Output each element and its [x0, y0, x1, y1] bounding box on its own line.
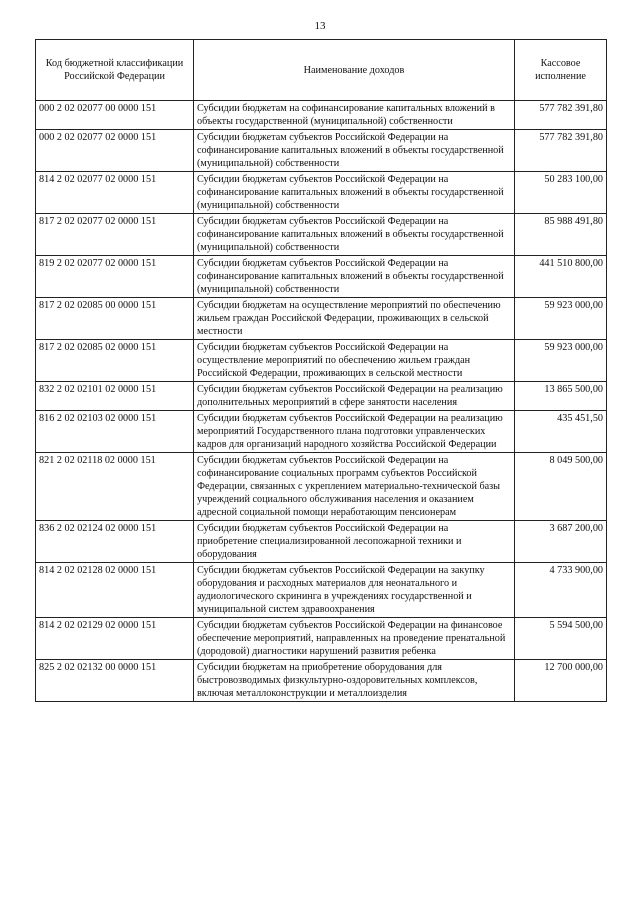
table-row	[36, 101, 607, 130]
row-name: Субсидии бюджетам субъектов Российской Федерации на софинансирование капитальных вложений в объекты государственной (муниципальной) собственности	[194, 130, 515, 172]
row-amount: 441 510 800,00	[515, 256, 607, 298]
row-amount: 59 923 000,00	[515, 298, 607, 340]
row-amount: 577 782 391,80	[515, 101, 607, 130]
row-amount: 5 594 500,00	[515, 618, 607, 660]
row-amount: 12 700 000,00	[515, 660, 607, 702]
table-row	[36, 453, 607, 521]
row-code: 814 2 02 02129 02 0000 151	[36, 618, 194, 660]
table-row	[36, 382, 607, 411]
table-row	[36, 256, 607, 298]
row-code: 000 2 02 02077 02 0000 151	[36, 130, 194, 172]
row-amount: 435 451,50	[515, 411, 607, 453]
row-code: 816 2 02 02103 02 0000 151	[36, 411, 194, 453]
row-name: Субсидии бюджетам субъектов Российской Федерации на софинансирование капитальных вложений в объекты государственной (муниципальной) собственности	[194, 172, 515, 214]
header-amount: Кассовое исполнение	[515, 40, 607, 101]
row-code: 832 2 02 02101 02 0000 151	[36, 382, 194, 411]
page-number: 13	[314, 20, 326, 32]
row-amount: 3 687 200,00	[515, 521, 607, 563]
row-name: Субсидии бюджетам на приобретение оборудования для быстровозводимых физкультурно-оздоровительных комплексов, включая металлоконструкции и металлоизделия	[194, 660, 515, 702]
row-code: 825 2 02 02132 00 0000 151	[36, 660, 194, 702]
budget-revenue-table	[35, 39, 607, 702]
table-row	[36, 298, 607, 340]
row-code: 817 2 02 02085 00 0000 151	[36, 298, 194, 340]
row-amount: 13 865 500,00	[515, 382, 607, 411]
row-code: 000 2 02 02077 00 0000 151	[36, 101, 194, 130]
row-name: Субсидии бюджетам субъектов Российской Федерации на реализацию мероприятий Государственного плана подготовки управленческих кадров для организаций народного хозяйства Российской Федерации	[194, 411, 515, 453]
row-name: Субсидии бюджетам субъектов Российской Федерации на приобретение специализированной лесопожарной техники и оборудования	[194, 521, 515, 563]
row-amount: 577 782 391,80	[515, 130, 607, 172]
row-name: Субсидии бюджетам субъектов Российской Федерации на софинансирование социальных программ субъектов Российской Федерации, связанных с укреплением материально-технической базы учреждений социального обслуживания населения и оказанием адресной социальной помощи неработающим пенсионерам	[194, 453, 515, 521]
row-amount: 8 049 500,00	[515, 453, 607, 521]
row-amount: 85 988 491,80	[515, 214, 607, 256]
row-name: Субсидии бюджетам на осуществление мероприятий по обеспечению жильем граждан Российской Федерации, проживающих в сельской местности	[194, 298, 515, 340]
table-row	[36, 340, 607, 382]
header-name: Наименование доходов	[194, 40, 515, 101]
table-row	[36, 214, 607, 256]
row-name: Субсидии бюджетам субъектов Российской Федерации на закупку оборудования и расходных материалов для неонатального и аудиологического скрининга в учреждениях государственной и муниципальной систем здравоохранения	[194, 563, 515, 618]
table-row	[36, 130, 607, 172]
table-row	[36, 563, 607, 618]
row-code: 819 2 02 02077 02 0000 151	[36, 256, 194, 298]
row-name: Субсидии бюджетам субъектов Российской Федерации на финансовое обеспечение мероприятий, направленных на проведение пренатальной (дородовой) диагностики нарушений развития ребенка	[194, 618, 515, 660]
row-amount: 4 733 900,00	[515, 563, 607, 618]
row-code: 817 2 02 02085 02 0000 151	[36, 340, 194, 382]
row-code: 814 2 02 02077 02 0000 151	[36, 172, 194, 214]
table-row	[36, 521, 607, 563]
table-row	[36, 172, 607, 214]
row-name: Субсидии бюджетам на софинансирование капитальных вложений в объекты государственной (муниципальной) собственности	[194, 101, 515, 130]
table-row	[36, 660, 607, 702]
row-name: Субсидии бюджетам субъектов Российской Федерации на софинансирование капитальных вложений в объекты государственной (муниципальной) собственности	[194, 214, 515, 256]
table-row	[36, 618, 607, 660]
row-amount: 50 283 100,00	[515, 172, 607, 214]
row-code: 836 2 02 02124 02 0000 151	[36, 521, 194, 563]
row-amount: 59 923 000,00	[515, 340, 607, 382]
row-code: 817 2 02 02077 02 0000 151	[36, 214, 194, 256]
header-code: Код бюджетной классификации Российской Федерации	[36, 40, 194, 101]
table-body	[36, 101, 607, 702]
row-code: 821 2 02 02118 02 0000 151	[36, 453, 194, 521]
table-header-row	[36, 40, 607, 101]
row-name: Субсидии бюджетам субъектов Российской Федерации на софинансирование капитальных вложений в объекты государственной (муниципальной) собственности	[194, 256, 515, 298]
row-name: Субсидии бюджетам субъектов Российской Федерации на реализацию дополнительных мероприятий в сфере занятости населения	[194, 382, 515, 411]
row-code: 814 2 02 02128 02 0000 151	[36, 563, 194, 618]
row-name: Субсидии бюджетам субъектов Российской Федерации на осуществление мероприятий по обеспечению жильем граждан Российской Федерации, проживающих в сельской местности	[194, 340, 515, 382]
table-row	[36, 411, 607, 453]
